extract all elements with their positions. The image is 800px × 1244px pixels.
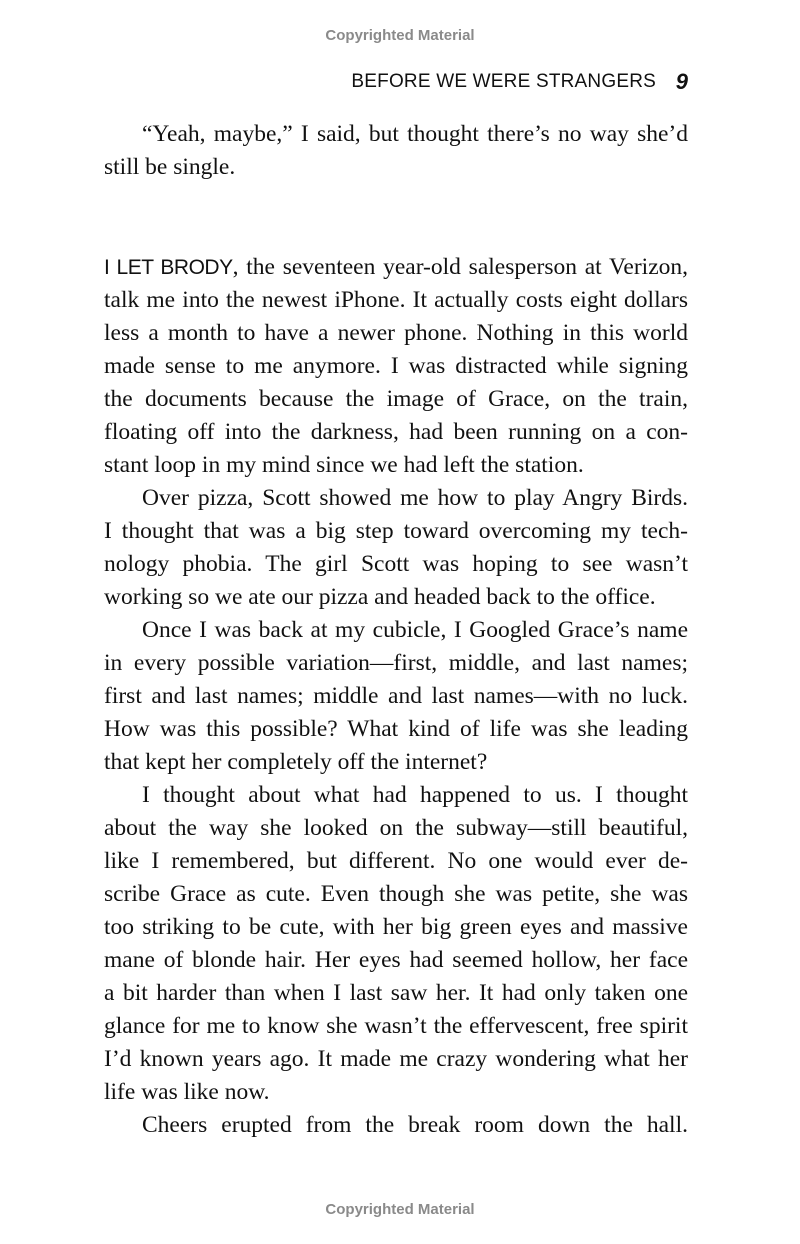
text-line: Over pizza, Scott showed me how to play Angry Birds.	[142, 485, 688, 511]
copyright-watermark-bottom: Copyrighted Material	[325, 1201, 475, 1218]
text-line: working so we ate our pizza and headed back to the office.	[104, 584, 656, 610]
text-line: mane of blonde hair. Her eyes had seemed hollow, her face	[104, 947, 688, 973]
text-line: I thought about what had happened to us. I thought	[142, 782, 688, 808]
paragraph-dialogue	[104, 118, 688, 184]
text-line: the documents because the image of Grace, on the train,	[104, 386, 688, 412]
text-line: that kept her completely off the internet?	[104, 749, 488, 775]
text-line: stant loop in my mind since we had left the station.	[104, 452, 584, 478]
lead-in-smallcaps: I LET BRODY	[104, 256, 233, 279]
text-line: less a month to have a newer phone. Nothing in this world	[104, 320, 688, 346]
text-line: Once I was back at my cubicle, I Googled Grace’s name	[142, 617, 688, 643]
text-line: floating off into the darkness, had been running on a con-	[104, 419, 688, 445]
text-line: nology phobia. The girl Scott was hoping to see wasn’t	[104, 551, 688, 577]
text-line: “Yeah, maybe,” I said, but thought there’s no way she’d	[142, 121, 688, 147]
text-line: talk me into the newest iPhone. It actually costs eight dollars	[104, 287, 688, 313]
section-break-text	[104, 251, 688, 1142]
running-head	[104, 71, 688, 95]
text-line: How was this possible? What kind of life was she leading	[104, 716, 688, 742]
text-line: Cheers erupted from the break room down the hall.	[142, 1112, 688, 1138]
text-line: scribe Grace as cute. Even though she was petite, she was	[104, 881, 688, 907]
copyright-watermark-top: Copyrighted Material	[325, 27, 475, 44]
text-line: I’d known years ago. It made me crazy wondering what her	[104, 1046, 688, 1072]
text-line	[104, 251, 688, 284]
text-line: first and last names; middle and last names—with no luck.	[104, 683, 688, 709]
book-title: BEFORE WE WERE STRANGERS	[351, 71, 656, 92]
page-number: 9	[675, 69, 688, 94]
text-line: glance for me to know she wasn’t the effervescent, free spirit	[104, 1013, 688, 1039]
text-line: too striking to be cute, with her big green eyes and massive	[104, 914, 688, 940]
text-line: life was like now.	[104, 1079, 270, 1105]
text-line: I thought that was a big step toward overcoming my tech-	[104, 518, 688, 544]
lead-in-rest: , the seventeen year-old salesperson at Verizon,	[232, 254, 688, 280]
text-line: like I remembered, but different. No one would ever de-	[104, 848, 688, 874]
text-line: still be single.	[104, 154, 236, 180]
text-line: made sense to me anymore. I was distracted while signing	[104, 353, 688, 379]
text-line: a bit harder than when I last saw her. It had only taken one	[104, 980, 688, 1006]
text-line: in every possible variation—first, middle, and last names;	[104, 650, 688, 676]
text-line: about the way she looked on the subway—still beautiful,	[104, 815, 688, 841]
